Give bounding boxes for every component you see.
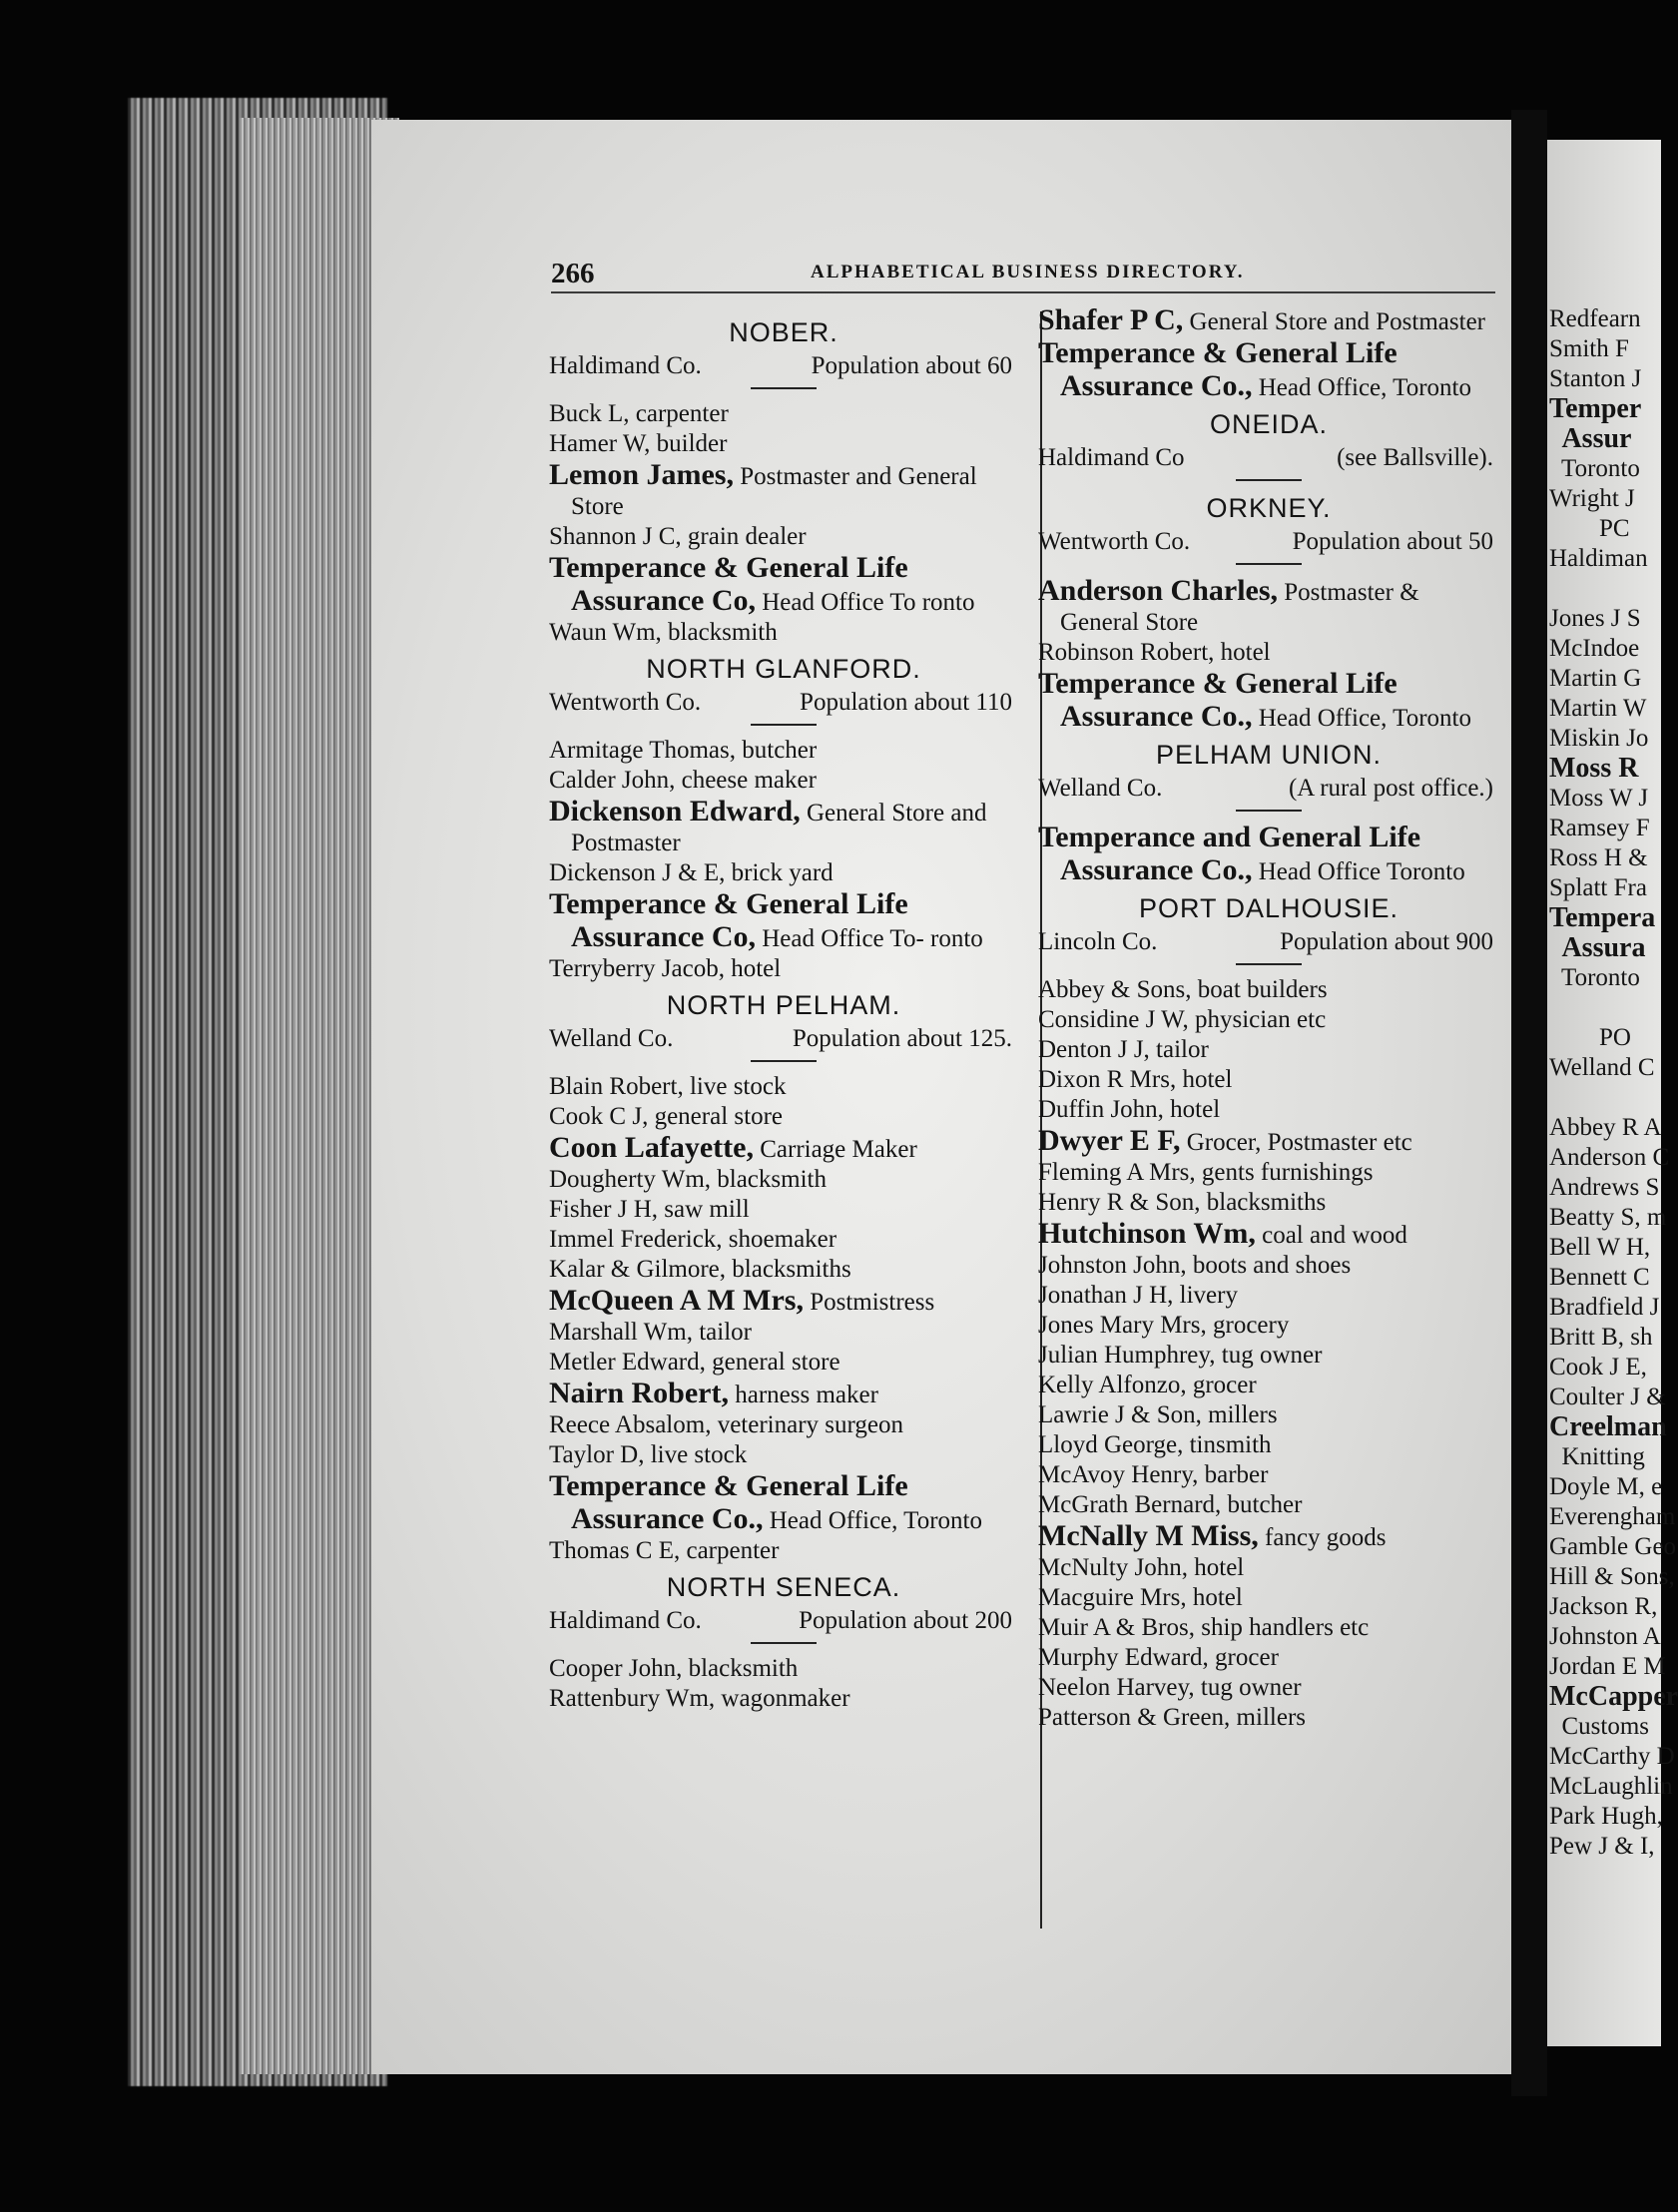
section-heading: NORTH SENECA. — [666, 1572, 901, 1602]
county-label: Haldimand Co — [1038, 444, 1185, 471]
section-rule — [751, 724, 817, 726]
entry-detail: Postmaster & General Store — [1060, 579, 1419, 636]
directory-entry: Shannon J C, grain dealer — [549, 523, 807, 550]
directory-entry-featured — [1038, 1520, 1499, 1553]
facing-page-line: McIndoe — [1549, 635, 1640, 662]
directory-entry: Immel Frederick, shoemaker — [549, 1226, 838, 1253]
column-right-fragment — [1549, 304, 1678, 1862]
section-subline — [1038, 443, 1493, 473]
directory-entry-featured — [1038, 668, 1499, 734]
entry-detail: Grocer, Postmaster etc — [1180, 1129, 1412, 1156]
county-label: Wentworth Co. — [549, 689, 702, 716]
directory-entry: McNulty John, hotel — [1038, 1554, 1245, 1581]
entry-detail: Head Office Toronto — [1252, 858, 1465, 885]
population-note: (see Ballsville). — [1337, 444, 1493, 471]
facing-page-line: Stanton J — [1549, 365, 1642, 392]
facing-page-line: Splatt Fra — [1549, 874, 1647, 901]
facing-page-line: Smith F — [1549, 335, 1629, 362]
section-rule — [751, 1060, 817, 1062]
directory-entry: Jonathan J H, livery — [1038, 1282, 1238, 1309]
entry-name: Temperance & General Life Assurance Co., — [1038, 667, 1398, 733]
facing-page-line: Doyle M, e — [1549, 1473, 1663, 1500]
entry-name: Temperance & General Life Assurance Co., — [1038, 336, 1398, 402]
facing-page-line: Martin W — [1549, 695, 1647, 722]
facing-page-line: Anderson C — [1549, 1144, 1670, 1171]
entry-detail: Head Office, Toronto — [1252, 374, 1471, 401]
section-rule — [1236, 479, 1302, 481]
column-middle — [1038, 304, 1499, 1733]
section-heading: PORT DALHOUSIE. — [1138, 893, 1399, 923]
entry-detail: harness maker — [728, 1382, 878, 1408]
population-note: Population about 110 — [800, 689, 1012, 716]
section-heading: ORKNEY. — [1206, 493, 1332, 523]
directory-entry: Dougherty Wm, blacksmith — [549, 1166, 827, 1193]
facing-page-line: Everengham — [1549, 1503, 1676, 1530]
directory-entry: Abbey & Sons, boat builders — [1038, 976, 1328, 1003]
section-rule — [1236, 563, 1302, 565]
section-heading: PELHAM UNION. — [1155, 740, 1383, 770]
directory-entry: Duffin John, hotel — [1038, 1096, 1221, 1123]
facing-page-line — [1549, 993, 1661, 1023]
directory-entry: Rattenbury Wm, wagonmaker — [549, 1685, 850, 1712]
directory-entry: Dickenson J & E, brick yard — [549, 859, 834, 886]
facing-page-line — [1549, 574, 1661, 604]
population-note: (A rural post office.) — [1288, 775, 1493, 802]
directory-entry-featured — [549, 1285, 1018, 1318]
facing-page-line: McCapper — [1549, 1681, 1678, 1712]
facing-page-line: McLaughlin — [1549, 1773, 1673, 1800]
directory-entry: Cooper John, blacksmith — [549, 1655, 799, 1682]
directory-entry-featured — [1038, 1125, 1499, 1158]
section-subline — [549, 1606, 1012, 1636]
page-number: 266 — [551, 258, 595, 289]
facing-page-line: Andrews S — [1549, 1174, 1660, 1201]
entry-name: Coon Lafayette, — [549, 1131, 754, 1164]
facing-page-line: Knitting — [1549, 1443, 1645, 1470]
directory-entry: Marshall Wm, tailor — [549, 1319, 752, 1346]
section-heading: NOBER. — [729, 317, 839, 347]
entry-name: Temperance & General Life Assurance Co., — [549, 1469, 908, 1535]
section-subline — [549, 351, 1012, 381]
facing-page-line: Cook J E, — [1549, 1354, 1647, 1381]
facing-page-line: Toronto — [1549, 964, 1640, 991]
directory-entry: Hamer W, builder — [549, 430, 728, 457]
directory-entry: McGrath Bernard, butcher — [1038, 1491, 1303, 1518]
facing-page-line: Pew J & I, — [1549, 1833, 1655, 1860]
directory-entry: Macguire Mrs, hotel — [1038, 1584, 1243, 1611]
entry-detail: Head Office To- ronto — [756, 925, 983, 952]
directory-entry: Metler Edward, general store — [549, 1349, 840, 1376]
directory-entry: Murphy Edward, grocer — [1038, 1644, 1279, 1671]
directory-entry: Cook C J, general store — [549, 1103, 783, 1130]
population-note: Population about 50 — [1292, 528, 1493, 555]
facing-page-line: Gamble Geo — [1549, 1533, 1677, 1560]
running-head: ALPHABETICAL BUSINESS DIRECTORY. — [811, 262, 1245, 282]
facing-page-line: Beatty S, m — [1549, 1204, 1667, 1231]
entry-name: Hutchinson Wm, — [1038, 1217, 1256, 1250]
directory-entry: Fleming A Mrs, gents furnishings — [1038, 1159, 1374, 1186]
facing-page-line: Creelman — [1549, 1411, 1667, 1442]
section-subline — [1038, 927, 1493, 957]
directory-entry: Lloyd George, tinsmith — [1038, 1431, 1272, 1458]
facing-page-line: PC — [1549, 515, 1630, 542]
facing-page-line: Jackson R, — [1549, 1593, 1658, 1620]
directory-entry: Denton J J, tailor — [1038, 1036, 1209, 1063]
column-left — [549, 311, 1018, 1714]
directory-entry-featured — [549, 459, 1018, 522]
entry-name: Nairn Robert, — [549, 1377, 729, 1409]
population-note: Population about 900 — [1280, 928, 1493, 955]
county-label: Welland Co. — [549, 1025, 674, 1052]
entry-name: Lemon James, — [549, 458, 734, 491]
facing-page-line: Jordan E M — [1549, 1653, 1666, 1680]
book-gutter — [1511, 110, 1547, 2096]
directory-entry: Calder John, cheese maker — [549, 767, 817, 794]
entry-detail: General Store and Postmaster — [571, 800, 987, 856]
facing-page-line: Moss R — [1549, 753, 1639, 784]
facing-page-line: Ross H & — [1549, 844, 1648, 871]
directory-entry: Blain Robert, live stock — [549, 1073, 787, 1100]
county-label: Haldimand Co. — [549, 1607, 702, 1634]
directory-entry: Kalar & Gilmore, blacksmiths — [549, 1256, 851, 1283]
entry-name: McNally M Miss, — [1038, 1519, 1259, 1552]
facing-page-line: Coulter J & — [1549, 1383, 1666, 1410]
facing-page-line: Temper — [1549, 393, 1642, 424]
directory-entry-featured — [1038, 575, 1499, 638]
facing-page-line: Park Hugh, — [1549, 1803, 1663, 1830]
directory-entry: Neelon Harvey, tug owner — [1038, 1674, 1302, 1701]
section-rule — [751, 1642, 817, 1644]
facing-page-line — [1549, 1083, 1661, 1113]
directory-entry: Julian Humphrey, tug owner — [1038, 1342, 1323, 1369]
section-rule — [751, 387, 817, 389]
facing-page-line: Abbey R A — [1549, 1114, 1662, 1141]
directory-entry-featured — [1038, 822, 1499, 887]
facing-page-line: Bradfield J — [1549, 1294, 1660, 1321]
directory-entry-featured — [1038, 304, 1499, 337]
directory-entry: Lawrie J & Son, millers — [1038, 1401, 1278, 1428]
entry-name: Temperance and General Life Assurance Co., — [1038, 821, 1421, 886]
directory-entry-featured — [1038, 1218, 1499, 1251]
county-label: Wentworth Co. — [1038, 528, 1191, 555]
section-subline — [549, 688, 1012, 718]
directory-entry: Muir A & Bros, ship handlers etc — [1038, 1614, 1370, 1641]
section-subline — [549, 1024, 1012, 1054]
facing-page-line: Hill & Sons, — [1549, 1563, 1675, 1590]
directory-entry: Jones Mary Mrs, grocery — [1038, 1312, 1290, 1339]
facing-page-line: Assura — [1549, 932, 1646, 963]
section-rule — [1236, 963, 1302, 965]
directory-entry: Taylor D, live stock — [549, 1441, 748, 1468]
population-note: Population about 60 — [811, 352, 1012, 379]
header-rule — [551, 291, 1495, 293]
entry-name: Shafer P C, — [1038, 303, 1184, 336]
directory-entry: Waun Wm, blacksmith — [549, 619, 778, 646]
section-subline — [1038, 527, 1493, 557]
entry-detail: Carriage Maker — [753, 1136, 917, 1163]
entry-detail: coal and wood — [1255, 1222, 1407, 1249]
directory-entry: Buck L, carpenter — [549, 400, 729, 427]
directory-entry: Robinson Robert, hotel — [1038, 639, 1271, 666]
entry-detail: General Store and Postmaster — [1183, 308, 1485, 335]
directory-entry-featured — [549, 1132, 1018, 1165]
entry-name: Anderson Charles, — [1038, 574, 1279, 607]
facing-page-line: Tempera — [1549, 902, 1656, 933]
entry-detail: Postmaster and General Store — [571, 463, 977, 520]
directory-entry: Dixon R Mrs, hotel — [1038, 1066, 1233, 1093]
directory-entry-featured — [549, 552, 1018, 618]
facing-page-line: Miskin Jo — [1549, 725, 1649, 752]
directory-entry-featured — [549, 796, 1018, 858]
directory-entry-featured — [549, 1470, 1018, 1536]
entry-detail: Head Office, Toronto — [763, 1507, 982, 1534]
directory-entry: Fisher J H, saw mill — [549, 1196, 750, 1223]
facing-page-line: PO — [1549, 1024, 1631, 1051]
county-label: Welland Co. — [1038, 775, 1163, 802]
facing-page-line: Britt B, sh — [1549, 1324, 1653, 1351]
facing-page-line: Haldiman — [1549, 545, 1648, 572]
entry-name: Dwyer E F, — [1038, 1124, 1181, 1157]
facing-page-line: Ramsey F — [1549, 815, 1650, 841]
facing-page-line: Wright J — [1549, 485, 1635, 512]
facing-page-line: Redfearn — [1549, 305, 1641, 332]
entry-name: Temperance & General Life Assurance Co, — [549, 887, 908, 953]
entry-name: Dickenson Edward, — [549, 795, 801, 828]
county-label: Lincoln Co. — [1038, 928, 1158, 955]
entry-name: Temperance & General Life Assurance Co, — [549, 551, 908, 617]
directory-entry: Johnston John, boots and shoes — [1038, 1252, 1352, 1279]
directory-entry: Armitage Thomas, butcher — [549, 737, 818, 764]
facing-page-line: Customs — [1549, 1713, 1650, 1740]
facing-page-line: Toronto — [1549, 455, 1640, 482]
facing-page-line: Bennett C — [1549, 1264, 1650, 1291]
section-rule — [1236, 810, 1302, 812]
directory-entry-featured — [549, 888, 1018, 954]
directory-entry: Thomas C E, carpenter — [549, 1537, 780, 1564]
section-heading: NORTH PELHAM. — [666, 990, 901, 1020]
facing-page-line: Moss W J — [1549, 785, 1649, 812]
directory-entry: Kelly Alfonzo, grocer — [1038, 1372, 1257, 1398]
population-note: Population about 125. — [792, 1025, 1012, 1052]
entry-detail: Head Office To ronto — [756, 589, 975, 616]
section-heading: ONEIDA. — [1209, 409, 1329, 439]
entry-detail: Postmistress — [803, 1289, 935, 1316]
entry-detail: Head Office, Toronto — [1252, 705, 1471, 732]
facing-page-line: Bell W H, — [1549, 1234, 1651, 1261]
facing-page-line: McCarthy D — [1549, 1743, 1675, 1770]
directory-entry: Henry R & Son, blacksmiths — [1038, 1189, 1327, 1216]
directory-entry: Terryberry Jacob, hotel — [549, 955, 782, 982]
facing-page-line: Jones J S — [1549, 605, 1641, 632]
population-note: Population about 200 — [799, 1607, 1012, 1634]
directory-entry-featured — [549, 1378, 1018, 1410]
directory-entry: McAvoy Henry, barber — [1038, 1461, 1269, 1488]
entry-detail: fancy goods — [1258, 1524, 1387, 1551]
section-heading: NORTH GLANFORD. — [646, 654, 921, 684]
facing-page-line: Martin G — [1549, 665, 1642, 692]
facing-page-line: Welland C — [1549, 1054, 1655, 1081]
directory-entry: Patterson & Green, millers — [1038, 1704, 1306, 1731]
directory-entry: Considine J W, physician etc — [1038, 1006, 1327, 1033]
directory-entry-featured — [1038, 337, 1499, 403]
facing-page-line: Johnston A — [1549, 1623, 1661, 1650]
directory-entry: Reece Absalom, veterinary surgeon — [549, 1411, 903, 1438]
facing-page-line: Assur — [1549, 423, 1632, 454]
county-label: Haldimand Co. — [549, 352, 702, 379]
section-subline — [1038, 774, 1493, 804]
entry-name: McQueen A M Mrs, — [549, 1284, 804, 1317]
